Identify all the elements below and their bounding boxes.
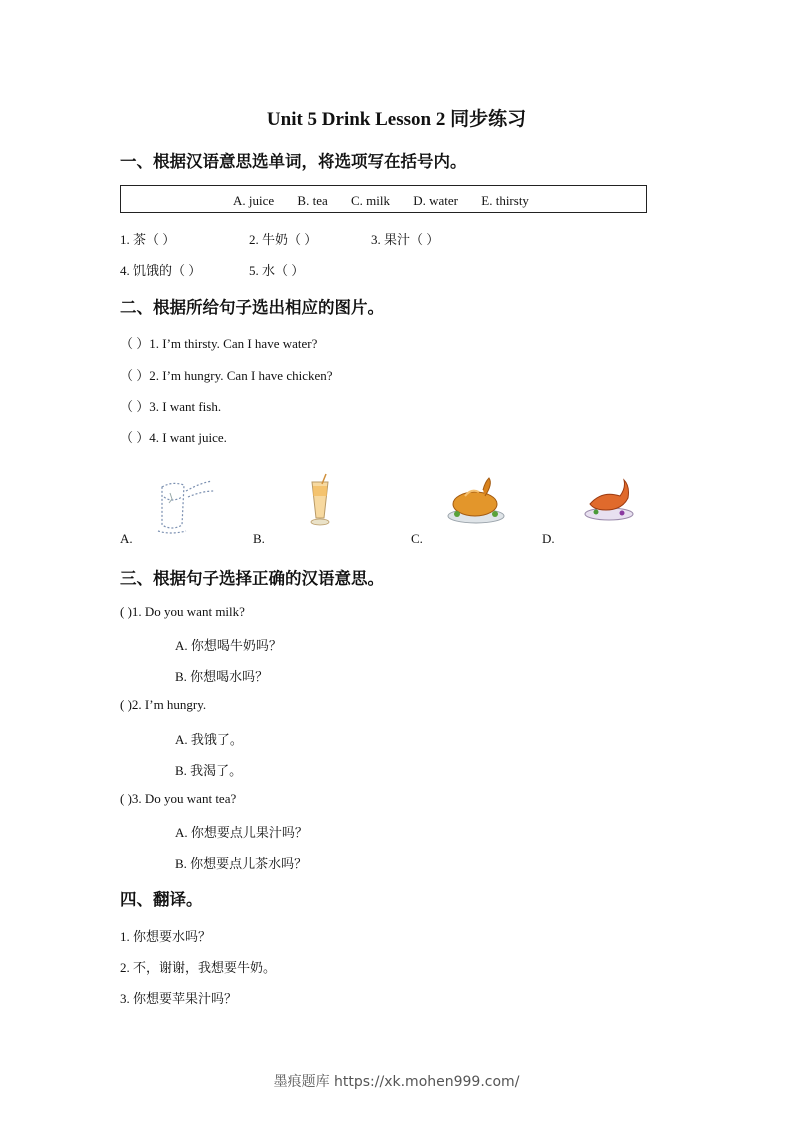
section-1-item: 4. 饥饿的（ ） [120, 263, 202, 278]
word-option: E. thirsty [481, 193, 529, 208]
question-option: B. 你想要点儿茶水吗？ [175, 856, 308, 871]
section-1-item: 2. 牛奶（ ） [249, 232, 318, 247]
word-option: C. milk [350, 193, 390, 208]
picture-label: B. [253, 531, 265, 546]
section-4-heading: 四、翻译。 [120, 890, 203, 909]
translation-item: 2. 不，谢谢，我想要牛奶。 [120, 960, 277, 975]
question-option: B. 你想喝水吗？ [175, 669, 269, 684]
page-title: Unit 5 Drink Lesson 2 同步练习 [266, 109, 527, 130]
translation-item: 1. 你想要水吗？ [120, 929, 212, 944]
question-option: A. 你想要点儿果汁吗？ [175, 825, 308, 840]
section-1-item: 1. 茶（ ） [120, 232, 176, 247]
section-2-sentence: （ ）3. I want fish. [120, 399, 222, 414]
word-option: B. tea [297, 193, 328, 208]
picture-label: A. [120, 531, 133, 546]
word-option: A. juice [233, 193, 275, 208]
roast-chicken-icon [445, 474, 507, 526]
word-option: D. water [413, 193, 459, 208]
word-bank-box [120, 185, 647, 213]
water-glass-icon [150, 473, 220, 537]
fish-dish-icon [582, 476, 636, 524]
picture-label: C. [411, 531, 423, 546]
question-option: B. 我渴了。 [175, 763, 243, 778]
question: ( )3. Do you want tea? [120, 791, 237, 806]
picture-label: D. [542, 531, 555, 546]
section-1-item: 5. 水（ ） [249, 263, 305, 278]
question-option: A. 我饿了。 [175, 732, 243, 747]
translation-item: 3. 你想要苹果汁吗？ [120, 991, 238, 1006]
section-2-sentence: （ ）1. I’m thirsty. Can I have water? [120, 336, 318, 351]
question: ( )1. Do you want milk? [120, 604, 245, 619]
section-3-heading: 三、根据句子选择正确的汉语意思。 [120, 569, 384, 588]
word-bank-options [233, 193, 549, 209]
juice-glass-icon [302, 472, 342, 530]
section-2-sentence: （ ）4. I want juice. [120, 430, 227, 445]
question: ( )2. I’m hungry. [120, 697, 207, 712]
question-option: A. 你想喝牛奶吗？ [175, 638, 282, 653]
footer-watermark: 墨痕题库 https://xk.mohen999.com/ [273, 1074, 520, 1090]
section-2-heading: 二、根据所给句子选出相应的图片。 [120, 298, 384, 317]
section-1-heading: 一、根据汉语意思选单词，将选项写在括号内。 [120, 152, 467, 171]
section-1-item: 3. 果汁（ ） [371, 232, 440, 247]
section-2-sentence: （ ）2. I’m hungry. Can I have chicken? [120, 368, 333, 383]
